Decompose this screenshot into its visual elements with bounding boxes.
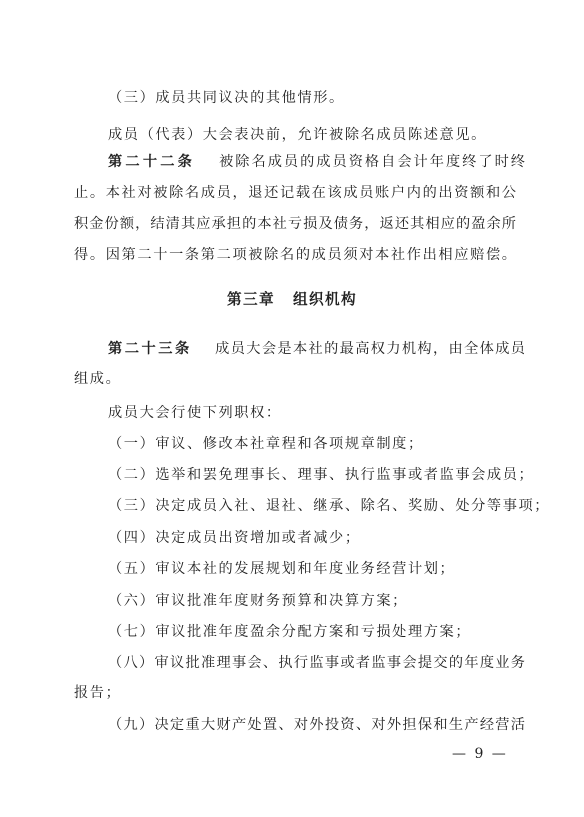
- list-item: （六）审议批准年度财务预算和决算方案；: [108, 593, 408, 609]
- list-item-continuation: 报告；: [74, 685, 122, 701]
- article-22-line-1: [108, 152, 525, 172]
- text-line: 止。本社对被除名成员，退还记载在该成员账户内的出资额和公: [74, 185, 516, 201]
- list-item: （一）审议、修改本社章程和各项规章制度；: [108, 436, 424, 452]
- text-line: 积金份额，结清其应承担的本社亏损及债务，返还其相应的盈余所: [74, 216, 516, 232]
- text-line: 成员大会行使下列职权：: [108, 405, 282, 421]
- article-23-line-1: [108, 339, 525, 359]
- chapter-number: 第三章: [227, 291, 275, 308]
- chapter-heading: [0, 290, 584, 310]
- list-item: （五）审议本社的发展规划和年度业务经营计划；: [108, 561, 456, 577]
- article-heading: 第二十三条: [108, 341, 192, 357]
- list-item: （八）审议批准理事会、执行监事或者监事会提交的年度业务: [108, 655, 525, 671]
- page-number: — 9 —: [452, 746, 508, 762]
- list-item: （九）决定重大财产处置、对外投资、对外担保和生产经营活: [108, 717, 525, 733]
- article-heading: 第二十二条: [108, 154, 196, 170]
- chapter-title: 组织机构: [293, 291, 357, 308]
- text-line: 成员（代表）大会表决前，允许被除名成员陈述意见。: [108, 127, 487, 143]
- text-line: 被除名成员的成员资格自会计年度终了时终: [217, 154, 525, 170]
- list-item: （二）选举和罢免理事长、理事、执行监事或者监事会成员；: [108, 467, 535, 483]
- list-item: （四）决定成员出资增加或者减少；: [108, 530, 361, 546]
- text-line: 组成。: [74, 371, 122, 387]
- list-item: （三）决定成员入社、退社、继承、除名、奖励、处分等事项；: [108, 498, 551, 514]
- text-line: （三）成员共同议决的其他情形。: [108, 90, 345, 106]
- text-line: 成员大会是本社的最高权力机构，由全体成员: [213, 341, 525, 357]
- text-line: 得。因第二十一条第二项被除名的成员须对本社作出相应赔偿。: [74, 247, 516, 263]
- list-item: （七）审议批准年度盈余分配方案和亏损处理方案；: [108, 624, 472, 640]
